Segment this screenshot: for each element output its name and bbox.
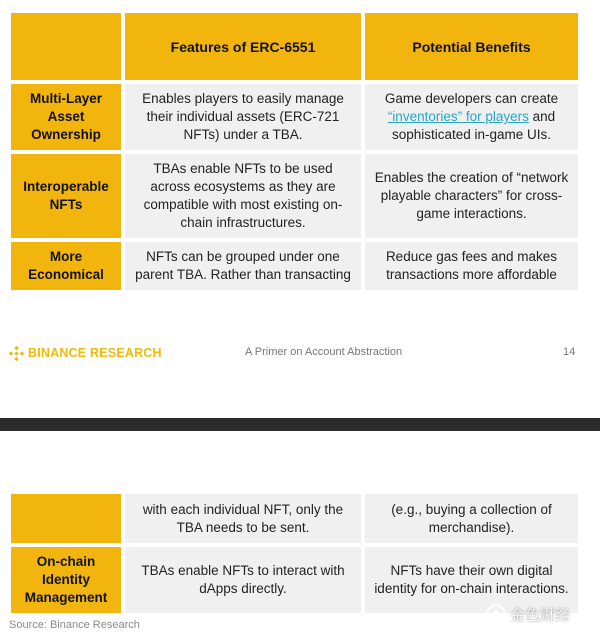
benefit-cell [365, 84, 578, 150]
page-number: 14 [563, 346, 576, 358]
document-title: A Primer on Account Abstraction [245, 346, 403, 358]
benefit-text-pre: Game developers can create [384, 91, 559, 106]
watermark [486, 603, 570, 625]
column-header-benefits: Potential Benefits [365, 13, 578, 80]
feature-cell: TBAs enable NFTs to be used across ecosystems as they are compatible with most existing on-chain infrastructures. [125, 154, 361, 238]
row-label-continued [11, 494, 121, 543]
page-break-divider [0, 418, 600, 431]
column-header-features: Features of ERC-6551 [125, 13, 361, 80]
source-note: Source: Binance Research [9, 619, 140, 631]
row-label-interoperable: Interoperable NFTs [11, 154, 121, 238]
table-corner-cell [11, 13, 121, 80]
feature-cell: NFTs can be grouped under one parent TBA. Rather than transacting [125, 242, 361, 290]
row-label-more-economical: More Economical [11, 242, 121, 290]
benefit-cell: Reduce gas fees and makes transactions more affordable [365, 242, 578, 290]
benefit-text-post: and sophisticated in-game UIs. [391, 109, 556, 142]
benefit-cell: (e.g., buying a collection of merchandise). [365, 494, 578, 543]
row-label-multi-layer: Multi-Layer Asset Ownership [11, 84, 121, 150]
binance-diamond-icon [9, 346, 24, 361]
brand-name: BINANCE RESEARCH [28, 346, 162, 360]
watermark-text: 金色财经 [510, 606, 571, 624]
feature-cell: Enables players to easily manage their individual assets (ERC-721 NFTs) under a TBA. [125, 84, 361, 150]
inventories-link[interactable]: “inventories” for players [387, 109, 529, 124]
binance-research-logo [9, 343, 162, 363]
row-label-on-chain-identity: On-chain Identity Management [11, 547, 121, 613]
benefit-cell: NFTs have their own digital identity for on-chain interactions. [365, 547, 578, 613]
watermark-logo-icon [486, 604, 506, 624]
feature-cell: with each individual NFT, only the TBA needs to be sent. [125, 494, 361, 543]
feature-cell: TBAs enable NFTs to interact with dApps directly. [125, 547, 361, 613]
benefit-text [373, 90, 570, 144]
benefit-cell: Enables the creation of “network playable characters” for cross-game interactions. [365, 154, 578, 238]
